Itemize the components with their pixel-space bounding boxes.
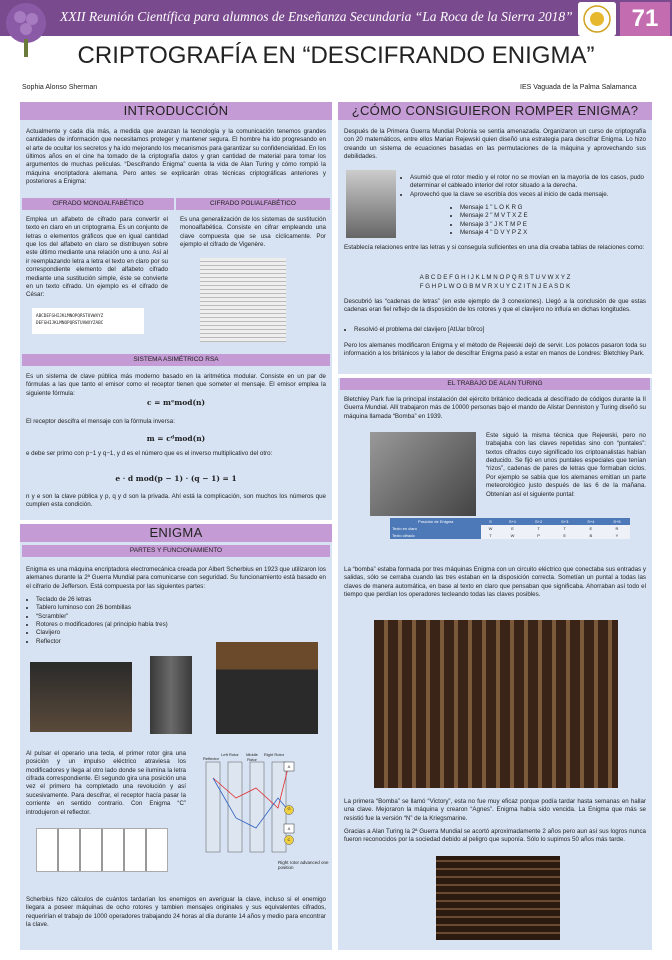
rsa-formula-3: e · d mod(p − 1) · (q − 1) = 1: [115, 474, 237, 483]
table-header: Posición de Enigma: [390, 518, 481, 525]
turing-text-2: Este siguió la misma técnica que Rejewski, pero no trabajaba con las claves repetidas sino con “puntales”: textos cifrados cuyo significado los criptoanalistas habían deducido. Se fijó en unos puntales especiales que tenían “rizos”, cadenas de pares de letras que formaban ciclos. Por ejemplo se sabía que los alemanes emitían un parte meteorológico justo después de las 6 de la mañana. Obtenían así el siguiente puntal:: [486, 432, 646, 498]
rejewski-photo: [346, 170, 396, 238]
bombe-rear-photo: [436, 856, 560, 940]
break-heading: ¿CÓMO CONSIGUIERON ROMPER ENIGMA?: [338, 102, 652, 120]
table-cell: E: [552, 532, 578, 539]
table-cell: Texto en claro: [390, 525, 481, 532]
table-cell: B: [578, 532, 604, 539]
author-name: Sophia Alonso Sherman: [22, 84, 98, 91]
table-cell: Texto cifrado: [390, 532, 481, 539]
crib-table: [390, 518, 630, 539]
enigma-parts-list: [36, 596, 236, 646]
message-list: [460, 204, 620, 237]
rsa-text-3: e debe ser primo con p−1 y q−1, y d es el número que es el inverso multiplicativo del otro:: [26, 450, 273, 457]
table-cell: T: [552, 525, 578, 532]
list-item: • Asumió que el rotor medio y el rotor no se movían en la mayoría de los casos, pudo determinar el cableado interior del rotor situado a la derecha.: [410, 174, 644, 191]
rsa-formula-1: c = mᵉmod(n): [146, 398, 206, 407]
enigma-subheading: PARTES Y FUNCIONAMIENTO: [22, 545, 330, 557]
rsa-heading: SISTEMA ASIMÉTRICO RSA: [22, 354, 330, 366]
caesar-plain: ABCDEFGHIJKLMNOPQRSTUVWXYZ: [36, 314, 104, 319]
list-item: • Mensaje 3 " J K T M P E: [460, 221, 620, 229]
table-cell: T: [526, 525, 552, 532]
enigma-heading: ENIGMA: [20, 524, 332, 542]
list-item: • Reflector: [36, 638, 236, 646]
turing-text-4: La primera “Bomba” se llamó “Victory”, esta no fue muy eficaz porque podía tardar hasta semanas en hallar una clave. Mejoraron la máquina y crearon “Agnes”. Enigma había sido vencida. La Enigma que más se resistió fue la versión “N” de la Kriegsmarine.: [344, 798, 646, 822]
list-item: • Mensaje 4 " D V Y P Z X: [460, 229, 620, 237]
school-name: IES Vaguada de la Palma Salamanca: [520, 84, 637, 91]
list-item: • Resolvió el problema del clavijero [AtUar b0rco]: [354, 326, 644, 334]
list-item: • “Scrambler”: [36, 613, 236, 621]
diagram-letter-a: A: [287, 764, 291, 769]
table-cell: W: [481, 525, 499, 532]
list-item: • Clavijero: [36, 629, 236, 637]
enigma-text-3: Scherbius hizo cálculos de cuántos tardarían los enemigos en averiguar la clave, incluso si el enemigo llegara a poseer máquinas de ocho rotores y tambien mensajes originales y sus equivalentes cifrados, requerirían el trabajo de 1000 operadores trabajando 24 horas al día durante 14 años y medio para encontrar la clave.: [26, 896, 326, 929]
enigma-machine-photo: [216, 642, 318, 734]
table-cell: E: [499, 525, 525, 532]
relation-alpha-2: F G H P L W O G B M V R X U Y C Z I T N J E A S D K: [419, 283, 571, 290]
turing-heading: EL TRABAJO DE ALAN TURING: [340, 378, 650, 390]
turing-photo: [370, 432, 476, 516]
caesar-alphabet: [32, 308, 144, 334]
table-row: [390, 532, 630, 539]
diagram-label-reflector: Reflector: [202, 756, 219, 761]
poster-number: 71: [620, 2, 670, 36]
table-cell: R: [604, 525, 630, 532]
diagram-label-left-rotor: Left Rotor: [221, 752, 239, 757]
rotor-wiring-diagram: [196, 748, 330, 860]
list-item: • Tablero luminoso con 26 bombillas: [36, 604, 236, 612]
break-text-2: Establecía relaciones entre las letras y si conseguía suficientes en una día creaba tablas de relaciones como:: [344, 244, 645, 251]
relation-alpha-1: A B C D E F G H I J K L M N O P Q R S T U V W X Y Z: [419, 274, 571, 281]
enigma-rotors-photo: [150, 656, 192, 734]
poster-title: CRIPTOGRAFÍA EN “DESCIFRANDO ENIGMA”: [77, 42, 595, 69]
mono-heading: CIFRADO MONOALFABÉTICO: [22, 198, 174, 210]
caesar-cipher: DEFGHIJKLMNOPQRSTUVWXYZABC: [36, 321, 104, 327]
sun-seal-logo: [578, 2, 616, 36]
table-header: S+5: [604, 518, 630, 525]
table-cell: T: [481, 532, 499, 539]
list-item: • Aprovechó que la clave se escribía dos veces al inicio de cada mensaje.: [410, 191, 644, 199]
banner-title: XXII Reunión Científica para alumnos de Enseñanza Secundaria “La Roca de la Sierra 2018”: [60, 9, 573, 24]
break-bullet-3: [354, 326, 644, 334]
enigma-text-1: Enigma es una máquina encriptadora electromecánica creada por Albert Scherbius en 1923 que utilizaron los alemanes durante la 2ª Guerra Mundial para comunicarse con seguridad. Su funcionamiento está basado en el cifrario de Jefferson. Está compuesta por las siguientes partes:: [26, 566, 326, 590]
poly-heading: CIFRADO POLIALFABÉTICO: [176, 198, 330, 210]
enigma-keyboard-photo: [30, 662, 132, 732]
turing-text-1: Bletchley Park fue la principal instalación del ejército británico dedicada al descifrado de códigos durante la II Guerra Mundial. Allí trabajaron más de 10000 personas bajo el mando de Alistar Denniston y Turing diseñó su máquina llamada “Bomba” en 1939.: [344, 396, 646, 420]
list-item: • Mensaje 2 " M V T X Z E: [460, 212, 620, 220]
diagram-label-right-rotor: Right Rotor: [263, 752, 285, 757]
vigenere-table-image: [200, 258, 286, 342]
break-bullets: [410, 174, 644, 199]
diagram-letter-c: C: [287, 837, 291, 842]
intro-heading: INTRODUCCIÓN: [20, 102, 332, 120]
diagram-label-middle-rotor: Middle Rotor: [246, 752, 258, 762]
break-text-1: Después de la Primera Guerra Mundial Polonia se sentía amenazada. Organizaron un curso de criptografía con 20 matemáticos, entre ellos Marian Rejewski quien diseñó una estrategia para descifrar Enigma. Lo hizo creando un sistema de ecuaciones basadas en las permutaciones de la máquina y aprovechando sus debilidades.: [344, 128, 646, 161]
list-item: • Rotores o modificadores (al principio había tres): [36, 621, 236, 629]
table-cell: E: [578, 525, 604, 532]
break-text-3: Descubrió las “cadenas de letras” (en este ejemplo de 3 conexiones). Llegó a la conclusión de que estas cadenas eran fiel reflejo de la disposición de los rotores y que el clavijero no influía en dichas longitudes.: [344, 298, 646, 314]
poly-text: Es una generalización de los sistemas de sustitución monoalfabética. Consiste en cifrar empleando una clave compuesta que se usa cíclicamente. Por ejemplo el cifrado de Vigenère.: [180, 216, 326, 249]
turing-text-5: Gracias a Alan Turing la 2ª Guerra Mundial se acortó aproximadamente 2 años pero aun así sus logros nunca fueron reconocidos por la sociedad debido al peligro que suponía. Sólo lo supimos 50 años más tarde.: [344, 828, 646, 844]
crib-table-grid: [390, 518, 630, 539]
table-header: S+3: [552, 518, 578, 525]
rotor-stepping-figure: [36, 828, 168, 872]
diagram-caption: Right rotor advanced one position: [278, 860, 329, 870]
table-header: S+4: [578, 518, 604, 525]
table-cell: W: [499, 532, 525, 539]
enigma-text-2: Al pulsar el operario una tecla, el primer rotor gira una posición y un impulso eléctrico atraviesa los modificadores y llega al otro lado donde se ilumina la letra cifrada correspondiente. El segundo gira una posición una vez el primero ha completado una revolución y así sucesivamente. Para descifrar, el receptor hacía pasar la corriente en sentido contrario. Con Enigma “C” introdujeron el reflector.: [26, 750, 186, 816]
mono-text: Emplea un alfabeto de cifrado para convertir el texto en claro en un criptograma. Es un conjunto de letras o elementos gráficos que en igual cantidad que los del alfabeto en claro se distribuyen sobre este último mediante una relación uno a uno. Así al ir reemplazando letra a letra el texto en claro por su correspondiente elemento del alfabeto cifrado mediante una sustitución simple, éste se convierte en un texto cifrado. Un ejemplo es el cifrado de César:: [26, 216, 168, 299]
break-text-4: Pero los alemanes modificaron Enigma y el método de Rejewski dejó de servir. Los polacos pasaron toda su información a los británicos y la labor de descifrar Enigma pasó a estar en manos de Londres: Bletchley Park.: [344, 342, 646, 358]
list-item: • Teclado de 26 letras: [36, 596, 236, 604]
rsa-text-2: El receptor descifra el mensaje con la fórmula inversa:: [26, 418, 175, 425]
table-cell: Y: [604, 532, 630, 539]
diagram-letter-a2: A: [287, 826, 291, 831]
table-header: S+2: [526, 518, 552, 525]
rsa-text-4: n y e son la clave pública y p, q y d son la privada. Ahí está la complicación, son muchos los números que cumplen esta condición.: [26, 493, 326, 509]
rsa-formula-2: m = cᵈmod(n): [146, 434, 206, 443]
list-item: • Mensaje 1 " L O K R G: [460, 204, 620, 212]
table-header: S+1: [499, 518, 525, 525]
diagram-letter-g: G: [287, 806, 291, 811]
rsa-text-1: Es un sistema de clave pública más moderno basado en la aritmética modular. Consiste en un par de fórmulas a las que tanto el emisor como el receptor tienen que someter el mensaje. El emisor emplea la siguiente fórmula:: [26, 373, 326, 397]
turing-text-3: La “bomba” estaba formada por tres máquinas Enigma con un circuito eléctrico que conectaba sus entradas y salidas, sólo se cerraba cuando las tres estaban en la disposición correcta. Sometían un puntal a todas las claves de manera automática, en base al texto en claro que pensaban que significaba. Ahorraban así todo el tiempo que perdían los operadores tecleando todas las claves posibles.: [344, 566, 646, 599]
intro-text: Actualmente y cada día más, a medida que avanzan la tecnología y la comunicación tenemos grandes cantidades de información que necesitamos proteger y mantener segura. El hombre ha ido progresando en el arte de ocultar los secretos y ha ido mejorando los mecanismos para garantizar su confidencialidad. En los últimos años en el cine ha tomado de la criptografía datos y gran cantidad de material para tomar los argumentos de muchas películas. “Descifrando Enigma” cuenta la vida de Alan Turing y cómo rompió la máquina encriptadora alemana. Pero antes se explicarán otras técnicas criptográficas anteriores y posteriores a Enigma:: [26, 128, 326, 186]
table-header: S: [481, 518, 499, 525]
table-row: [390, 525, 630, 532]
table-cell: P: [526, 532, 552, 539]
bombe-machine-photo: [374, 620, 618, 788]
